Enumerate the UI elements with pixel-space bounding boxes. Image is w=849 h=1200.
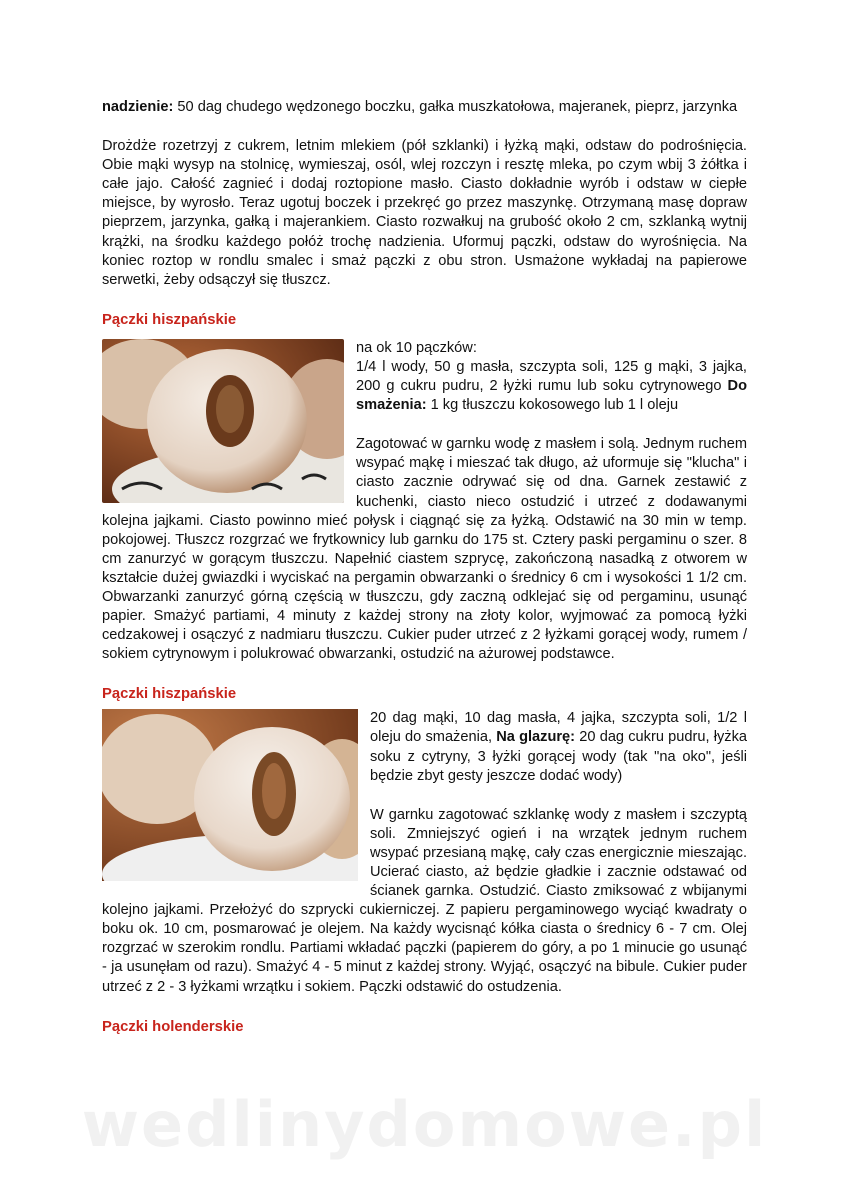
- recipe2-glaze-text: 20 dag cukru pudru, łyżka soku z cytryny, 3 łyżki gorącej wody (tak "na oko", jeśli będzie zbyt gesty jeszcze dodać wody): [370, 729, 747, 784]
- watermark: wedlinydomowe.pl: [81, 1088, 768, 1161]
- recipe2-title: Pączki hiszpańskie: [102, 686, 237, 703]
- donut-photo-1: [102, 339, 344, 503]
- recipe1-frying-label: Do smażenia:: [356, 378, 747, 414]
- recipe1-frying-text: 1 kg tłuszczu kokosowego lub 1 l oleju: [426, 397, 679, 414]
- filling-text: 50 dag chudego wędzonego boczku, gałka muszkatołowa, majeranek, pieprz, jarzynka: [173, 99, 738, 115]
- filling-paragraph: [102, 98, 747, 117]
- intro-method: Drożdże rozetrzyj z cukrem, letnim mlekiem (pół szklanki) i łyżką mąki, odstaw do podrośnięcia. Obie mąki wysyp na stolnicę, wymieszaj, osól, wlej rozczyn i resztę mleka, po czym wbij 3 żółtka i całe jajo. Całość zagnieć i dodaj roztopione masło. Ciasto dokładnie wyrób i odstaw w ciepłe miejsce, by wyrosło. Teraz ugotuj boczek i przekręć go przez maszynkę. Otrzymaną masę dopraw pieprzem, jarzynka, gałką i majerankiem. Ciasto rozwałkuj na grubość około 2 cm, szklanką wytnij krążki, na środku każdego połóż trochę nadzienia. Uformuj pączki, odstaw do wyrośnięcia. Na koniec roztop w rondlu smalec i smaż pączki z obu stron. Usmażone wykładaj na papierowe serwetki, żeby odsączył się tłuszcz.: [102, 138, 747, 288]
- filling-label: nadzienie:: [102, 99, 174, 115]
- recipe2-method: W garnku zagotować szklankę wody z masłem i szczyptą soli. Zmniejszyć ogień i na wrzątek jednym ruchem wsypać przesianą mąkę, cały czas energicznie mieszając. Ucierać ciasto, aż będzie gładkie i zacznie odstawać od ścianek garnka. Ostudzić. Ciasto zmiksować z wbijanymi kolejno jajkami. Przełożyć do szprycki cukierniczej. Z papieru pergaminowego wyciąć kwadraty o boku ok. 10 cm, posmarować je olejem. Na każdy wycisnąć kółka ciasta o średnicy 6 - 7 cm. Olej rozgrzać w szerokim rondlu. Partiami wkładać pączki (papierem do góry, a po 1 minucie go usunąć - ja usunęłam od razu). Smażyć 4 - 5 minut z każdej strony. Wyjąć, osączyć na bibule. Cukier puder utrzeć z 2 - 3 łyżkami wrzątku i sokiem. Pączki odstawić do ostudzenia.: [102, 806, 747, 995]
- document-page: [102, 98, 747, 1037]
- recipe1-title: Pączki hiszpańskie: [102, 311, 237, 328]
- recipe2-glaze-label: Na glazurę:: [496, 729, 576, 746]
- donut-photo-2: [102, 709, 358, 881]
- recipe2-ingredients-text: 20 dag mąki, 10 dag masła, 4 jajka, szczypta soli, 1/2 l oleju do smażenia,: [370, 710, 747, 746]
- recipe3-title: Pączki holenderskie: [102, 1018, 244, 1035]
- recipe1-method: Zagotować w garnku wodę z masłem i solą. Jednym ruchem wsypać mąkę i mieszać tak długo, aż uformuje się "klucha" i ciasto zacznie odrywać się od dna. Garnek zestawić z kuchenki, ciasto nieco ostudzić i utrzeć z dodawanymi kolejna jajkami. Ciasto powinno mieć połysk i ciągnąć się za łyżką. Odstawić na 30 min w temp. pokojowej. Tłuszcz rozgrzać we frytkownicy lub garnku do 175 st. Cztery paski pergaminu o szer. 8 cm zanurzyć w gorącym tłuszczu. Napełnić ciastem szprycę, zakończoną nasadką z otworem w kształcie dużej gwiazdki i wyciskać na pergamin obwarzanki o średnicy 6 cm i wysokości 1 1/2 cm. Obwarzanki zanurzyć górną częścią w tłuszczu, gdy zaczną odklejać się od pergaminu, usunąć papier. Smażyć partiami, 4 minuty z każdej strony na złoty kolor, wyjmować za pomocą łyżki cedzakowej i osączyć z nadmiaru tłuszczu. Cukier puder utrzeć z 2 łyżkami gorącej wody, rumem / sokiem cytrynowym i polukrować obwarzanki, ostudzić na ażurowej podstawce.: [102, 436, 747, 663]
- recipe1-yield: na ok 10 pączków:: [356, 339, 477, 356]
- recipe1-ingredients-text: 1/4 l wody, 50 g masła, szczypta soli, 125 g mąki, 3 jajka, 200 g cukru pudru, 2 łyżki rumu lub soku cytrynowego: [356, 358, 747, 395]
